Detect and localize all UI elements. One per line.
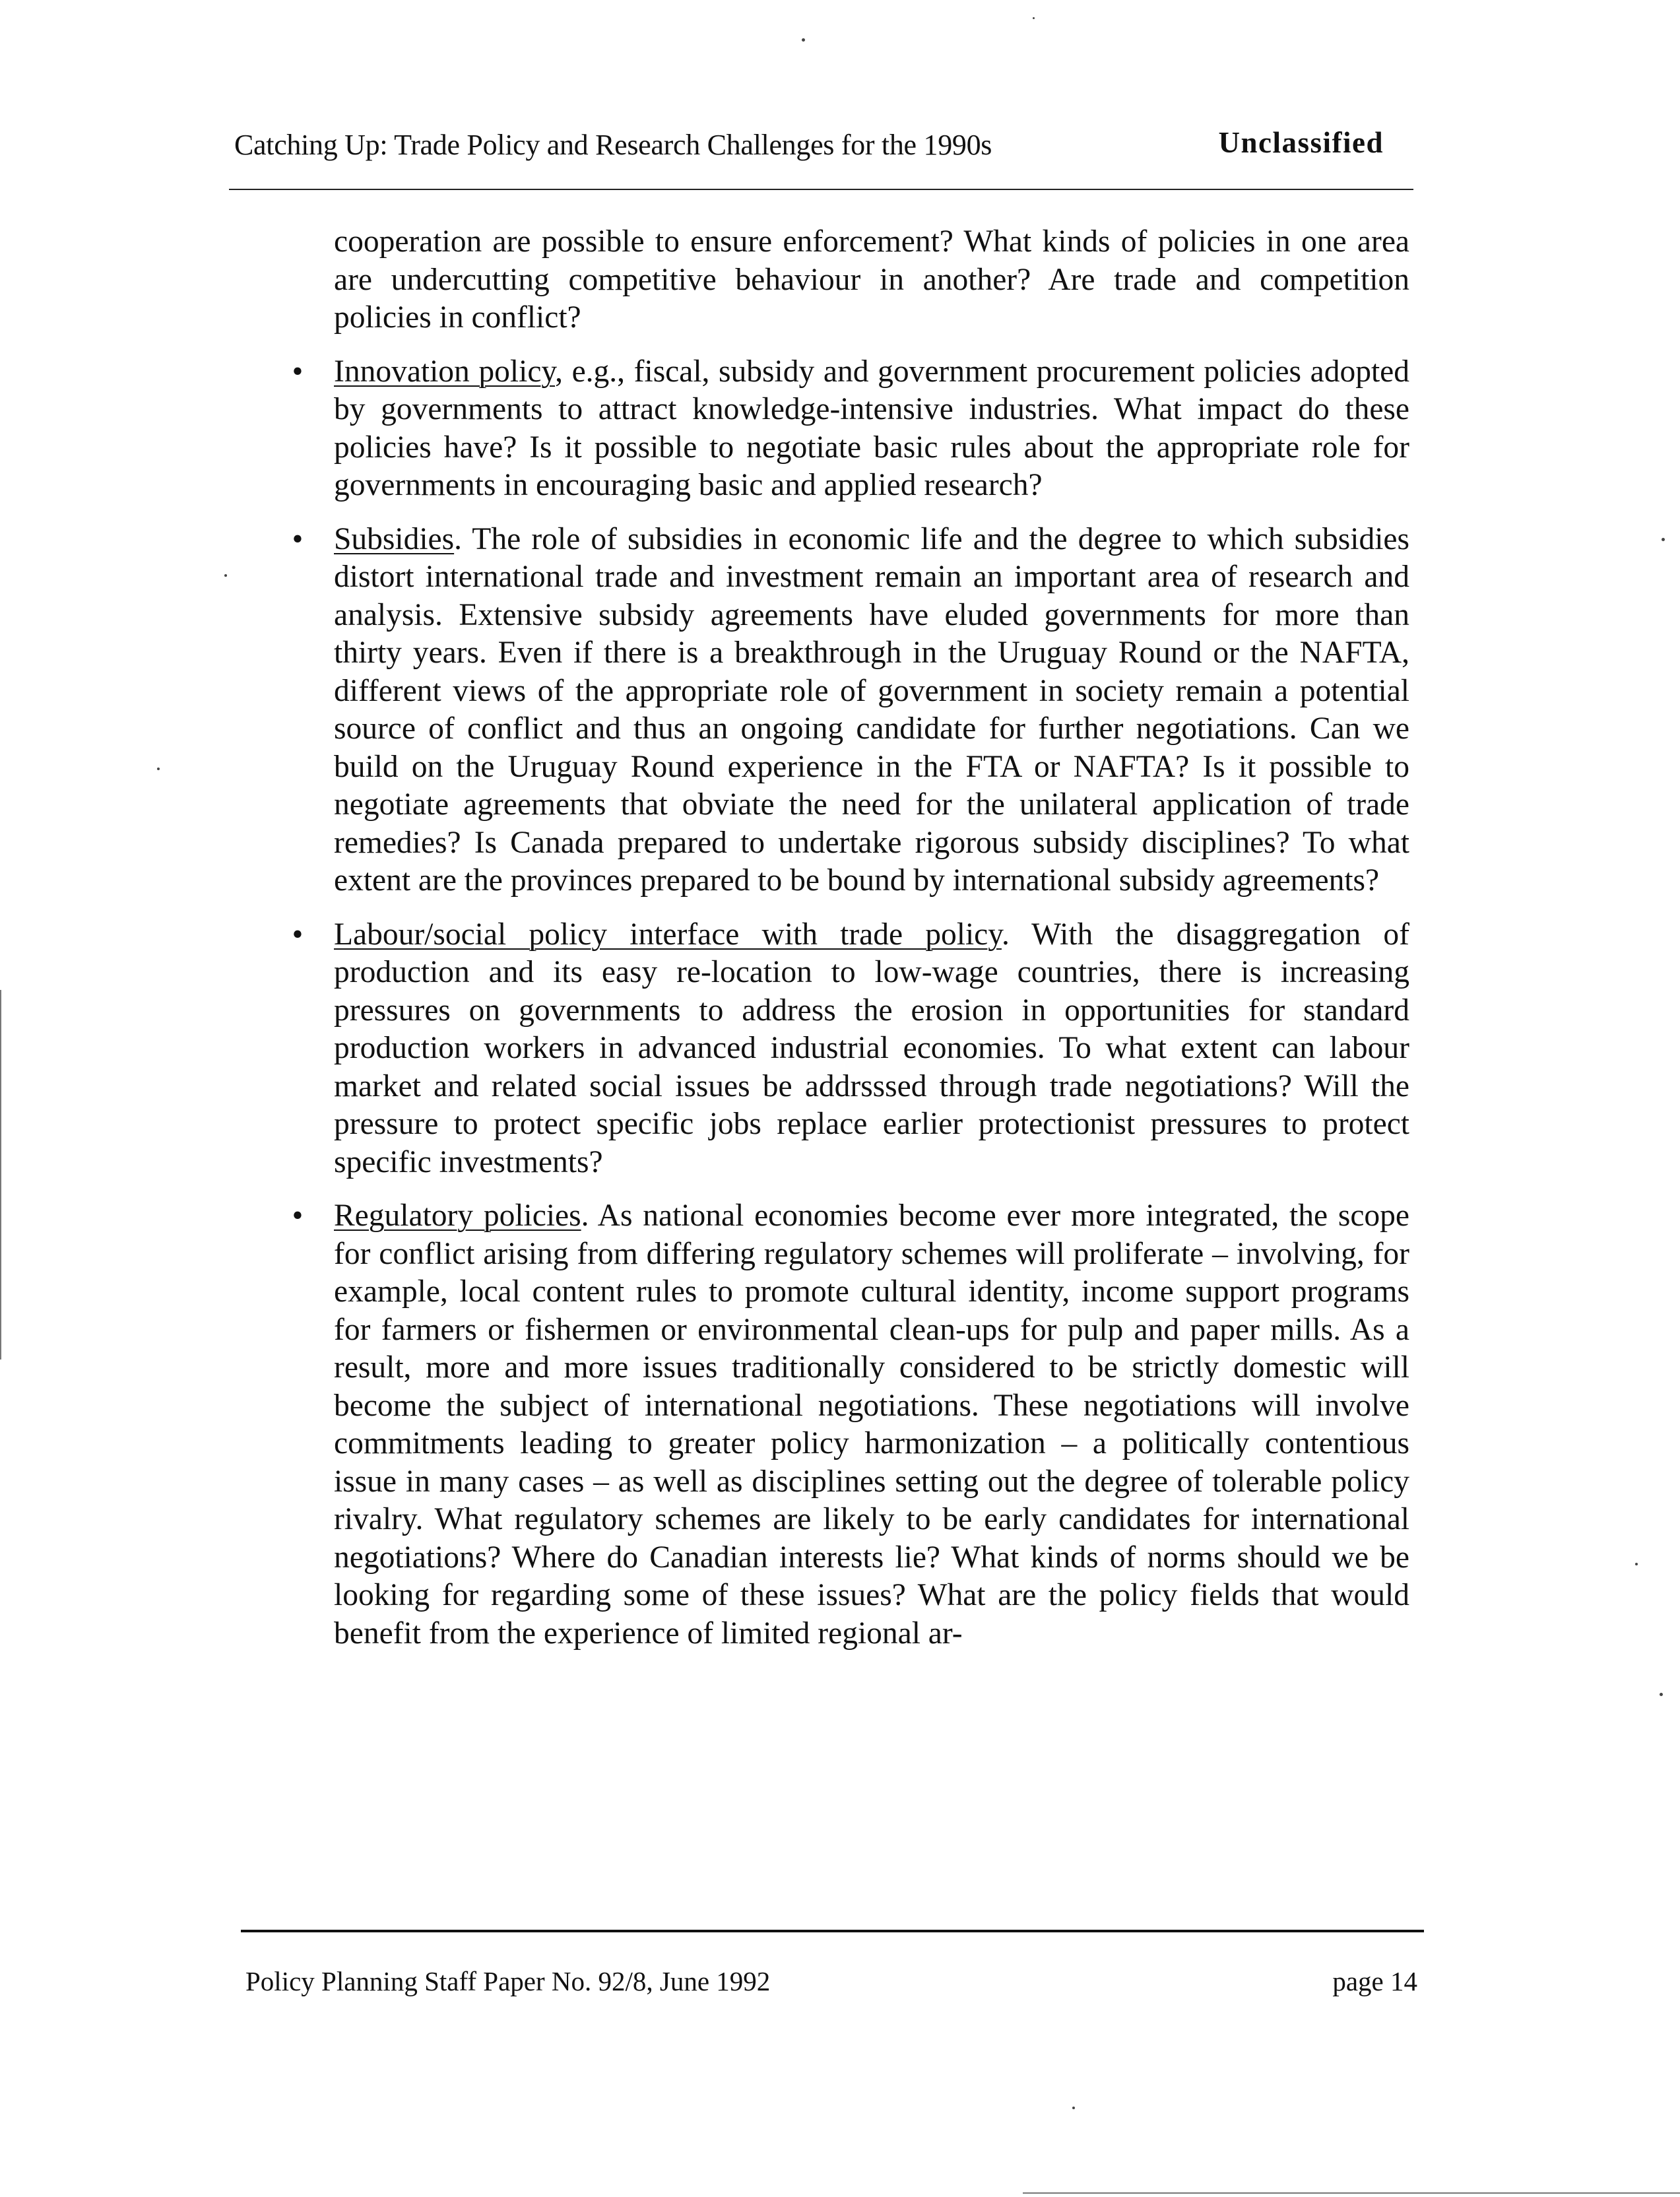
scan-edge — [0, 990, 1, 1360]
list-item-innovation-policy — [292, 353, 1409, 505]
list-item-regulatory-policies — [292, 1197, 1409, 1653]
scan-speck — [157, 768, 160, 770]
running-title: Catching Up: Trade Policy and Research Challenges for the 1990s — [234, 129, 992, 161]
bullet-icon: • — [292, 917, 304, 952]
item-title: Subsidies — [334, 521, 455, 556]
continuation-paragraph: cooperation are possible to ensure enforcement? What kinds of policies in one area are undercutting competitive behaviour in another? Are trade and competition policies in conflict? — [334, 224, 1409, 335]
scan-speck — [1662, 538, 1665, 541]
bullet-icon: • — [292, 1198, 304, 1233]
item-title: Regulatory policies — [334, 1198, 581, 1233]
scan-speck — [224, 574, 227, 577]
item-text: . The role of subsidies in economic life and the degree to which subsidies distort international trade and investment remain an important area of research and analysis. Extensive subsidy agreements have eluded governments for more than thirty years. Even if there is a breakthrough in the Uruguay Round or the NAFTA, different views of the appropriate role of government in society remain a potential source of conflict and thus an ongoing candidate for further negotiations. Can we build on the Uruguay Round experience in the FTA or NAFTA? Is it possible to negotiate agreements that obviate the need for the unilateral application of trade remedies? Is Canada prepared to undertake rigorous subsidy disciplines? To what extent are the provinces prepared to be bound by international subsidy agreements? — [334, 521, 1409, 898]
page-number: page 14 — [1332, 1966, 1417, 1996]
header-rule — [229, 189, 1413, 190]
body-text — [292, 223, 1409, 1653]
page-footer — [245, 1965, 1420, 2005]
footer-rule — [241, 1930, 1424, 1932]
item-title: Labour/social policy interface with trade policy — [334, 917, 1002, 952]
scan-speck — [1635, 1563, 1638, 1565]
list-item-subsidies — [292, 521, 1409, 900]
scan-edge — [1023, 2192, 1680, 2194]
list-item-labour-social-policy — [292, 916, 1409, 1182]
bullet-icon: • — [292, 521, 304, 556]
scan-speck — [1660, 1693, 1663, 1696]
scan-speck — [802, 38, 805, 42]
scan-speck — [1072, 2107, 1075, 2109]
item-text: , e.g., fiscal, subsidy and government procurement policies adopted by governments to attract knowledge-intensive industries. What impact do these policies have? Is it possible to negotiate basic rules about the appropriate role for governments in encouraging basic and applied research? — [334, 354, 1409, 502]
page-header — [234, 120, 1415, 166]
item-title: Innovation policy — [334, 354, 556, 389]
item-text: . With the disaggregation of production and its easy re-location to low-wage countries, there is increasing pressures on governments to address the erosion in opportunities for standard production workers in advanced industrial economies. To what extent can labour market and related social issues be addrsssed through trade negotiations? Will the pressure to protect specific jobs replace earlier protectionist pressures to protect specific investments? — [334, 917, 1409, 1179]
bullet-icon: • — [292, 354, 304, 389]
classification-label: Unclassified — [1218, 126, 1384, 159]
footer-series: Policy Planning Staff Paper No. 92/8, June 1992 — [245, 1966, 771, 1996]
item-text: . As national economies become ever more integrated, the scope for conflict arising from differing regulatory schemes will proliferate – involving, for example, local content rules to promote cultural identity, income support programs for farmers or fishermen or environmental clean-ups for pulp and paper mills. As a result, more and more issues traditionally considered to be strictly domestic will become the subject of international negotiations. These negotiations will involve commitments leading to greater policy harmonization – a politically contentious issue in many cases – as well as disciplines setting out the degree of tolerable policy rivalry. What regulatory schemes are likely to be early candidates for international negotiations? Where do Canadian interests lie? What kinds of norms should we be looking for regarding some of these issues? What are the policy fields that would benefit from the experience of limited regional ar- — [334, 1198, 1409, 1651]
scan-speck — [1033, 17, 1035, 19]
